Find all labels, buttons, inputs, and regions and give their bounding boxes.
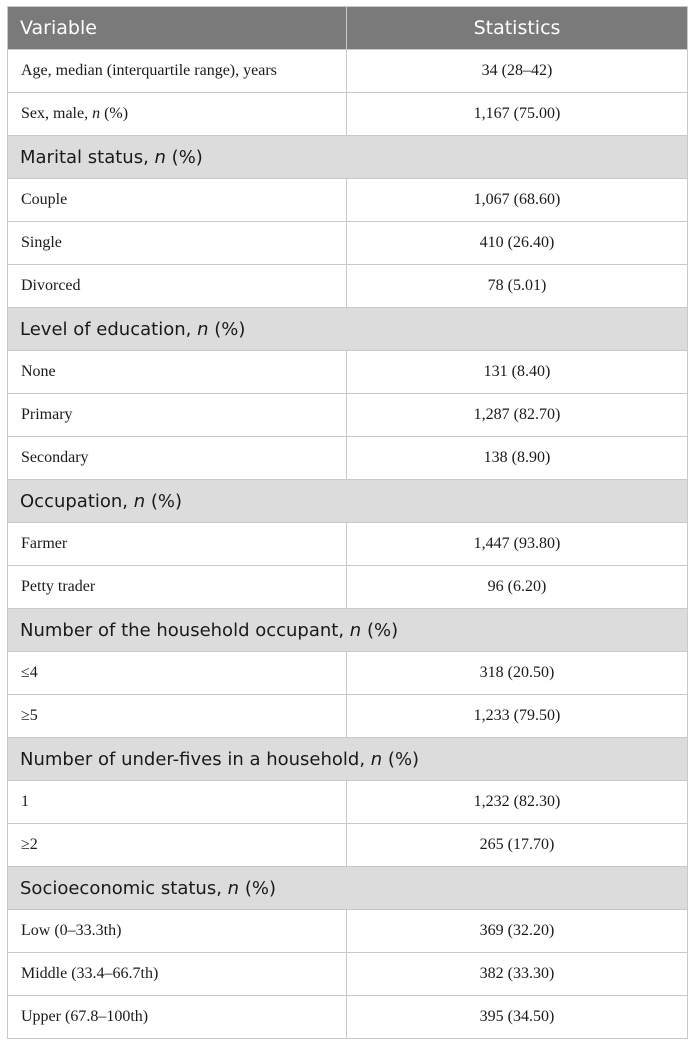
row-label-text: Age, median (interquartile range), years: [21, 62, 277, 79]
section-label-text: Number of under-fives in a household,: [20, 748, 371, 770]
row-label-text: Single: [21, 234, 62, 251]
section-label-text: Socioeconomic status,: [20, 877, 228, 899]
row-label-text: 1: [21, 793, 29, 810]
section-label-text: Number of the household occupant,: [20, 619, 350, 641]
row-value: 1,447 (93.80): [347, 523, 688, 566]
row-label-text: Couple: [21, 191, 68, 208]
table-row: [8, 222, 688, 265]
row-label-italic: n: [92, 105, 101, 122]
section-label: [8, 867, 688, 910]
row-label: [8, 781, 347, 824]
row-label-text: Divorced: [21, 277, 81, 294]
row-value: 369 (32.20): [347, 910, 688, 953]
table-row: [8, 394, 688, 437]
section-header-row: [8, 308, 688, 351]
table-row: [8, 695, 688, 738]
section-label-suffix: (%): [382, 748, 420, 770]
section-label: [8, 308, 688, 351]
row-value: 265 (17.70): [347, 824, 688, 867]
section-label-suffix: (%): [239, 877, 276, 899]
row-label: [8, 351, 347, 394]
row-label: [8, 953, 347, 996]
row-value: 96 (6.20): [347, 566, 688, 609]
table-row: [8, 996, 688, 1039]
section-label-italic: n: [370, 748, 383, 770]
section-label: [8, 136, 688, 179]
row-value: 1,167 (75.00): [347, 93, 688, 136]
table-row: [8, 781, 688, 824]
section-label-italic: n: [133, 490, 146, 512]
row-label-text: Sex, male,: [21, 105, 93, 122]
table-row: [8, 824, 688, 867]
table-body: [8, 50, 688, 1039]
section-label-text: Occupation,: [20, 490, 134, 512]
table-row: [8, 566, 688, 609]
row-label: [8, 437, 347, 480]
section-header-row: [8, 136, 688, 179]
table-row: [8, 351, 688, 394]
row-value: 138 (8.90): [347, 437, 688, 480]
characteristics-table: [7, 6, 688, 1039]
table-row: [8, 179, 688, 222]
section-header-row: [8, 738, 688, 781]
table-header-row: [8, 7, 688, 50]
row-label-text: Secondary: [21, 449, 89, 466]
row-label-text: Low (0–33.3th): [21, 922, 122, 939]
row-label-text: Petty trader: [21, 578, 96, 595]
row-label: [8, 652, 347, 695]
table-row: [8, 50, 688, 93]
row-label: [8, 50, 347, 93]
row-label-text: Primary: [21, 406, 73, 423]
section-label: [8, 609, 688, 652]
row-label-text: None: [21, 363, 56, 380]
row-value: 318 (20.50): [347, 652, 688, 695]
row-label: [8, 523, 347, 566]
table-row: [8, 93, 688, 136]
row-label-text: Farmer: [21, 535, 68, 552]
section-label-suffix: (%): [145, 490, 183, 512]
section-label-text: Marital status,: [20, 146, 155, 168]
section-label: [8, 480, 688, 523]
section-label: [8, 738, 688, 781]
row-label: [8, 394, 347, 437]
row-value: 1,233 (79.50): [347, 695, 688, 738]
row-value: 1,232 (82.30): [347, 781, 688, 824]
table-row: [8, 437, 688, 480]
section-label-suffix: (%): [208, 318, 246, 340]
row-label-text: ≤4: [21, 664, 38, 681]
row-label-text: ≥5: [21, 707, 38, 724]
section-label-italic: n: [227, 877, 240, 899]
row-value: 1,067 (68.60): [347, 179, 688, 222]
row-value: 131 (8.40): [347, 351, 688, 394]
row-label: [8, 222, 347, 265]
section-header-row: [8, 867, 688, 910]
row-label: [8, 265, 347, 308]
row-label: [8, 179, 347, 222]
header-statistics: Statistics: [347, 7, 688, 50]
header-variable: Variable: [8, 7, 347, 50]
section-label-italic: n: [154, 146, 166, 168]
section-label-suffix: (%): [361, 619, 399, 641]
section-label-italic: n: [197, 318, 209, 340]
table-row: [8, 953, 688, 996]
row-value: 395 (34.50): [347, 996, 688, 1039]
row-label: [8, 996, 347, 1039]
row-label: [8, 695, 347, 738]
table-row: [8, 265, 688, 308]
section-header-row: [8, 609, 688, 652]
row-label: [8, 910, 347, 953]
row-label: [8, 93, 347, 136]
table-row: [8, 652, 688, 695]
section-label-text: Level of education,: [20, 318, 198, 340]
row-value: 1,287 (82.70): [347, 394, 688, 437]
row-value: 34 (28–42): [347, 50, 688, 93]
section-header-row: [8, 480, 688, 523]
table-row: [8, 523, 688, 566]
row-value: 410 (26.40): [347, 222, 688, 265]
row-label-suffix: (%): [100, 105, 129, 122]
row-value: 382 (33.30): [347, 953, 688, 996]
row-label: [8, 566, 347, 609]
row-value: 78 (5.01): [347, 265, 688, 308]
section-label-italic: n: [349, 619, 362, 641]
row-label-text: Upper (67.8–100th): [21, 1008, 149, 1025]
section-label-suffix: (%): [165, 146, 203, 168]
table-row: [8, 910, 688, 953]
row-label: [8, 824, 347, 867]
row-label-text: ≥2: [21, 836, 38, 853]
row-label-text: Middle (33.4–66.7th): [21, 965, 159, 982]
